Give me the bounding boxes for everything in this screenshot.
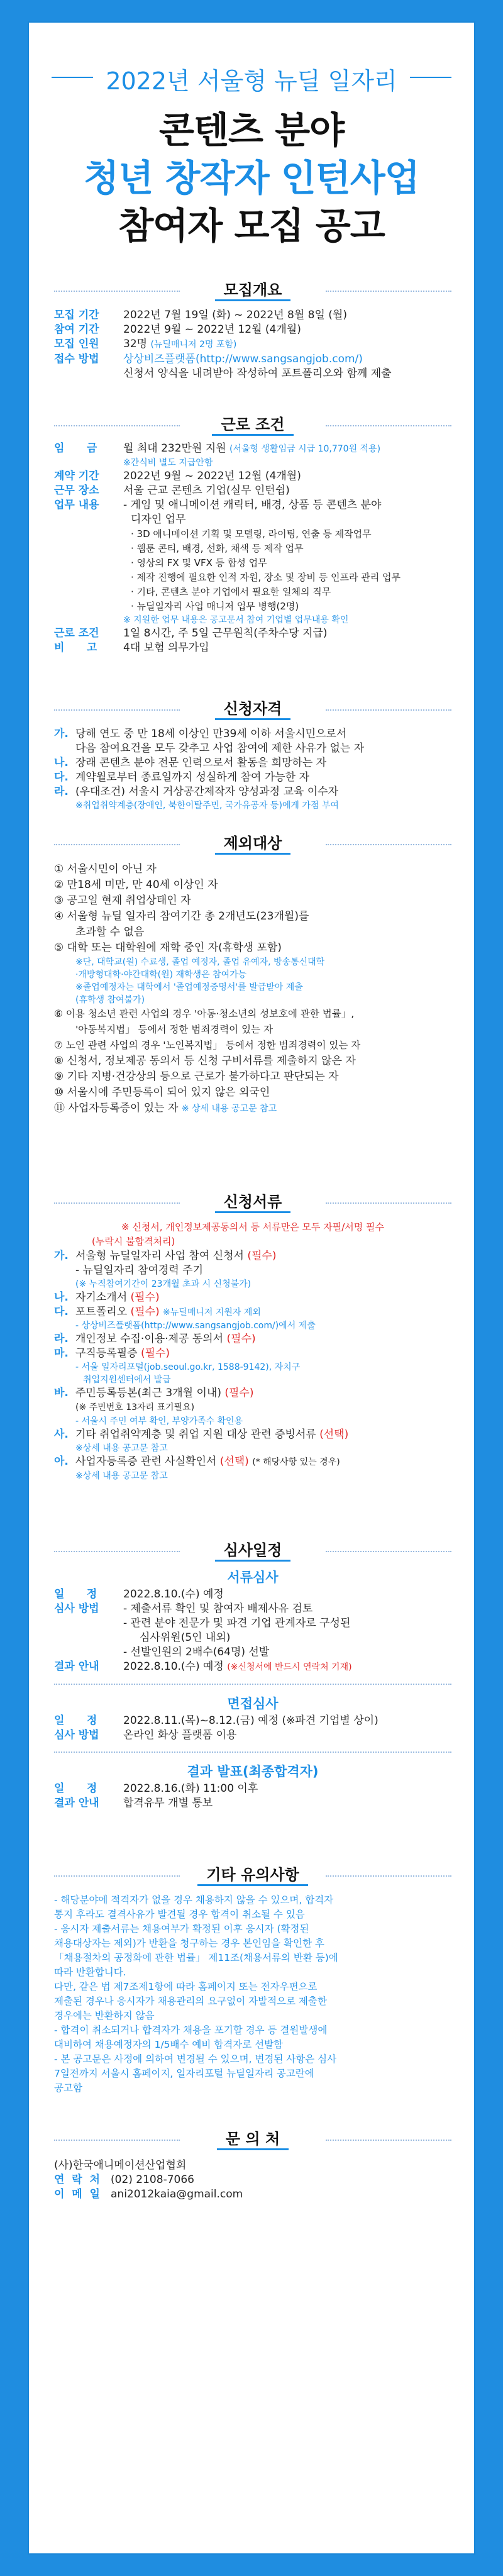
contact-email[interactable]: ani2012kaia@gmail.com [111, 2188, 243, 2201]
notes-line: 따라 반환합니다. [54, 1967, 126, 1978]
eligibility-title: 신청자격 [54, 699, 451, 719]
doc-item: 마. 구직등록필증 (필수) [54, 1347, 170, 1360]
contact-phone[interactable]: (02) 2108-7066 [111, 2174, 194, 2186]
doc-item: ※상세 내용 공고문 참고 [75, 1471, 168, 1481]
doc-item [54, 1319, 451, 1332]
schedule-row: 일 정 2022.8.10.(수) 예정 [54, 1588, 224, 1601]
schedule-row: 심사 방법 온라인 화상 플랫폼 이용 [54, 1729, 237, 1741]
overview-title: 모집개요 [54, 280, 451, 301]
doc-item: - 뉴딜일자리 참여경력 주기 [75, 1264, 203, 1277]
exclusion-item: ⑦ 노인 관련 사업의 경우 '노인복지법」 등에서 정한 범죄경력이 있는 자 [54, 1040, 361, 1051]
documents-intro: ※ 신청서, 개인정보제공동의서 등 서류만은 모두 자필/서명 필수 [121, 1221, 385, 1233]
conditions-work2: 디자인 업무 [131, 513, 186, 526]
conditions-wage-note: ※간식비 별도 지급안함 [123, 458, 213, 468]
doc-item: ※상세 내용 공고문 참고 [75, 1443, 168, 1453]
notes-line: 제출된 경우나 응시자가 채용관리의 요구없이 자발적으로 제출한 [54, 1996, 327, 2007]
schedule-row: 결과 안내 2022.8.10.(수) 예정 (※신청서에 반드시 연락처 기재) [54, 1660, 352, 1673]
documents-section [54, 1192, 451, 1482]
doc-item: 가. 서울형 뉴딜일자리 사업 참여 신청서 (필수) [54, 1250, 277, 1262]
eligibility-item: 다. 계약월로부터 종료일까지 성실하게 참여 가능한 자 [54, 771, 309, 784]
doc-item: 바. 주민등록등본(최근 3개월 이내) (필수) [54, 1387, 254, 1399]
exclusion-note: ※단, 대학교(원) 수료생, 졸업 예정자, 졸업 유예자, 방송통신대학 [75, 957, 325, 967]
contact-org: (사)한국애니메이션산업협회 [54, 2159, 187, 2172]
exclusion-note: ※졸업예정자는 대학에서 '졸업예정증명서'를 발급받아 제출 [75, 982, 303, 992]
notes-line: 「채용절차의 공정화에 관한 법률」 제11조(채용서류의 반환 등)에 [54, 1952, 338, 1963]
exclusion-item: ④ 서울형 뉴딜 일자리 참여기간 총 2개년도(23개월)를 [54, 910, 309, 923]
notes-line: 다만, 같은 법 제7조제1항에 따라 홈페이지 또는 전자우편으로 [54, 1981, 318, 1992]
conditions-place: 근무 장소 서울 근교 콘텐츠 기업(실무 인턴쉽) [54, 484, 290, 497]
notes-line: - 본 공고문은 사정에 의하여 변경될 수 있으며, 변경된 사항은 심사 [54, 2053, 337, 2065]
schedule-row: 일 정 2022.8.16.(화) 11:00 이후 [54, 1782, 258, 1795]
contact-email-row: 이 메 일 ani2012kaia@gmail.com [54, 2187, 451, 2202]
apply-link[interactable]: 상상비즈플랫폼(http://www.sangsangjob.com/) [123, 353, 363, 365]
notes-line: 7일전까지 서울시 홈페이지, 일자리포털 뉴딜일자리 공고란에 [54, 2068, 314, 2079]
overview-section [54, 280, 451, 381]
exclusion-note: ·개방형대학·야간대학(원) 재학생은 참여가능 [75, 970, 247, 980]
doc-item: - 서울시 주민 여부 확인, 부양가족수 확인용 [75, 1416, 243, 1426]
exclusion-item: ⑤ 대학 또는 대학원에 재학 중인 자(휴학생 포함) [54, 941, 282, 954]
eligibility-item: 나. 장래 콘텐츠 분야 전문 인력으로서 활동을 희망하는 자 [54, 757, 327, 769]
doc-item: 사. 기타 취업취약계층 및 취업 지원 대상 관련 증빙서류 (선택) [54, 1428, 349, 1441]
eligibility-note: ※취업취약계층(장애인, 북한이탈주민, 국가유공자 등)에게 가점 부여 [75, 801, 339, 811]
exclusion-note: (휴학생 참여불가) [75, 995, 145, 1005]
doc-item: 다. 포트폴리오 (필수) ※뉴딜매니저 지원자 제외 [54, 1306, 261, 1318]
exclusion-item: ⑧ 신청서, 정보제공 동의서 등 신청 구비서류를 제출하지 않은 자 [54, 1055, 356, 1067]
exclusion-item: ⑥ 이용 청소년 관련 사업의 경우 '아동·청소년의 성보호에 관한 법률」, [54, 1008, 355, 1019]
eligibility-item: 가. 당해 연도 중 만 18세 이상인 만39세 이하 서울시민으로서 [54, 728, 347, 740]
final-result-title: 결과 발표(최종합격자) [187, 1764, 319, 1779]
overview-row-participation: 참여 기간 2022년 9월 ~ 2022년 12월 (4개월) [54, 323, 301, 336]
work-note: ※ 지원한 업무 내용은 공고문서 참여 기업별 업무내용 확인 [123, 615, 349, 625]
conditions-work: 업무 내용 - 게임 및 애니메이션 캐릭터, 배경, 상품 등 콘텐츠 분야 [54, 499, 382, 511]
exclusion-item: ① 서울시민이 아닌 자 [54, 863, 157, 875]
exclusion-item: 초과할 수 없음 [75, 926, 145, 938]
conditions-hours: 근로 조건 1일 8시간, 주 5일 근무원칙(주차수당 지급) [54, 627, 328, 640]
interview-title: 면접심사 [227, 1696, 279, 1711]
conditions-title: 근로 조건 [54, 415, 451, 435]
header-title-line3: 참여자 모집 공고 [118, 204, 385, 247]
documents-intro2: (누락시 불합격처리) [92, 1236, 175, 1247]
conditions-section [54, 415, 451, 655]
doc-screening-title: 서류심사 [227, 1570, 279, 1585]
eligibility-item: 라. (우대조건) 서울시 거상공간제작자 양성과정 교육 이수자 [54, 786, 338, 798]
documents-title: 신청서류 [54, 1192, 451, 1213]
header-title-line2: 청년 창작자 인턴사업 [84, 157, 419, 199]
work-item: · 기타, 콘텐츠 분야 기업에서 필요한 일체의 직무 [131, 586, 331, 597]
header-title-line1: 콘텐츠 분야 [158, 109, 345, 152]
overview-row-method: 접수 방법 상상비즈플랫폼(http://www.sangsangjob.com/) [54, 353, 363, 365]
notice-sheet [28, 21, 475, 2555]
doc-item: - 서울 일자리포털(job.seoul.go.kr, 1588-9142), 자치구 [75, 1362, 301, 1372]
notes-section [54, 1865, 451, 2096]
contact-section [54, 2129, 451, 2202]
notes-line: - 해당분야에 적격자가 없을 경우 채용하지 않을 수 있으며, 합격자 [54, 1894, 334, 1906]
doc-item: 아. 사업자등록증 관련 사실확인서 (선택) (* 해당사항 있는 경우) [54, 1455, 340, 1468]
notes-line: 공고함 [54, 2082, 82, 2094]
notes-line: - 합격이 취소되거나 합격자가 채용을 포기할 경우 등 결원발생에 [54, 2024, 328, 2036]
eligibility-item: 다음 참여요건을 모두 갖추고 사업 참여에 제한 사유가 없는 자 [75, 742, 365, 755]
exclusion-item: ⑪ 사업자등록증이 있는 자 ※ 상세 내용 공고문 참고 [54, 1102, 277, 1114]
contact-title: 문 의 처 [54, 2129, 451, 2150]
notes-line: - 응시자 제출서류는 채용여부가 확정된 이후 응시자 (확정된 [54, 1923, 309, 1935]
exclusion-item: ⑨ 기타 지병·건강상의 등으로 근로가 불가하다고 판단되는 자 [54, 1070, 339, 1083]
notes-line: 경우에는 반환하지 않음 [54, 2010, 155, 2021]
notes-line: 채용대상자는 제외)가 반환을 청구하는 경우 본인임을 확인한 후 [54, 1938, 324, 1949]
eligibility-section [54, 699, 451, 812]
overview-row-period: 모집 기간 2022년 7월 19일 (화) ~ 2022년 8월 8일 (월) [54, 309, 347, 321]
exclusion-item: ② 만18세 미만, 만 40세 이상인 자 [54, 879, 218, 891]
conditions-period: 계약 기간 2022년 9월 ~ 2022년 12월 (4개월) [54, 470, 301, 482]
work-item: · 제작 진행에 필요한 인적 자원, 장소 및 장비 등 인프라 관리 업무 [131, 572, 401, 583]
exclusion-item: ③ 공고일 현재 취업상태인 자 [54, 894, 191, 907]
notes-line: 대비하여 채용예정자의 1/5배수 예비 합격자로 선발함 [54, 2039, 284, 2050]
exclusion-item: ⑩ 서울시에 주민등록이 되어 있지 않은 외국인 [54, 1086, 270, 1099]
conditions-etc: 비 고 4대 보험 의무가입 [54, 641, 209, 654]
overview-row-headcount: 모집 인원 32명 (뉴딜매니저 2명 포함) [54, 338, 237, 350]
work-item: · 영상의 FX 및 VFX 등 합성 업무 [131, 557, 267, 569]
header-subtitle: 2022년 서울형 뉴딜 일자리 [29, 62, 474, 96]
overview-row-method2: 신청서 양식을 내려받아 작성하여 포트폴리오와 함께 제출 [123, 367, 392, 380]
schedule-row: 심사 방법 - 제출서류 확인 및 참여자 배제사유 검토 [54, 1602, 313, 1615]
work-item: · 뉴딜일자리 사업 매니저 업무 병행(2명) [131, 601, 299, 612]
notes-title: 기타 유의사항 [54, 1865, 451, 1885]
exclusion-item: '아동복지법」 등에서 정한 범죄경력이 있는 자 [75, 1024, 273, 1035]
notes-line: 통지 후라도 결격사유가 발견될 경우 합격이 취소될 수 있음 [54, 1909, 305, 1920]
work-item: · 웹툰 콘티, 배경, 선화, 채색 등 제작 업무 [131, 543, 304, 554]
doc-item: (※ 누적참여기간이 23개월 초과 시 신청불가) [75, 1279, 252, 1289]
doc-item: 취업지원센터에서 발급 [83, 1375, 171, 1385]
schedule-row: 심사위원(5인 내외) [140, 1631, 231, 1644]
work-item: · 3D 애니메이션 기획 및 모델링, 라이팅, 연출 등 제작업무 [131, 528, 372, 540]
schedule-row: 결과 안내 합격유무 개별 통보 [54, 1797, 213, 1809]
doc-item: (※ 주민번호 13자리 표기필요) [75, 1402, 195, 1413]
exclusions-title: 제외대상 [54, 834, 451, 854]
schedule-row: - 관련 분야 전문가 및 파견 기업 관계자로 구성된 [123, 1617, 351, 1629]
schedule-row: 일 정 2022.8.11.(목)~8.12.(금) 예정 (※파견 기업별 상이) [54, 1714, 379, 1727]
contact-phone-row: 연 락 처 (02) 2108-7066 [54, 2173, 451, 2187]
exclusions-section [54, 834, 451, 1116]
conditions-wage: 임 금 월 최대 232만원 지원 (서울형 생활임금 시급 10,770원 적용) [54, 442, 381, 455]
schedule-row: - 선발인원의 2배수(64명) 선발 [123, 1646, 270, 1658]
portfolio-link[interactable]: - 상상비즈플랫폼(http://www.sangsangjob.com/)에서 제출 [75, 1321, 316, 1331]
screening-section [54, 1541, 451, 1811]
doc-item: 라. 개인정보 수집·이용·제공 동의서 (필수) [54, 1333, 256, 1345]
doc-item: 나. 자기소개서 (필수) [54, 1291, 160, 1304]
screening-title: 심사일정 [54, 1541, 451, 1561]
